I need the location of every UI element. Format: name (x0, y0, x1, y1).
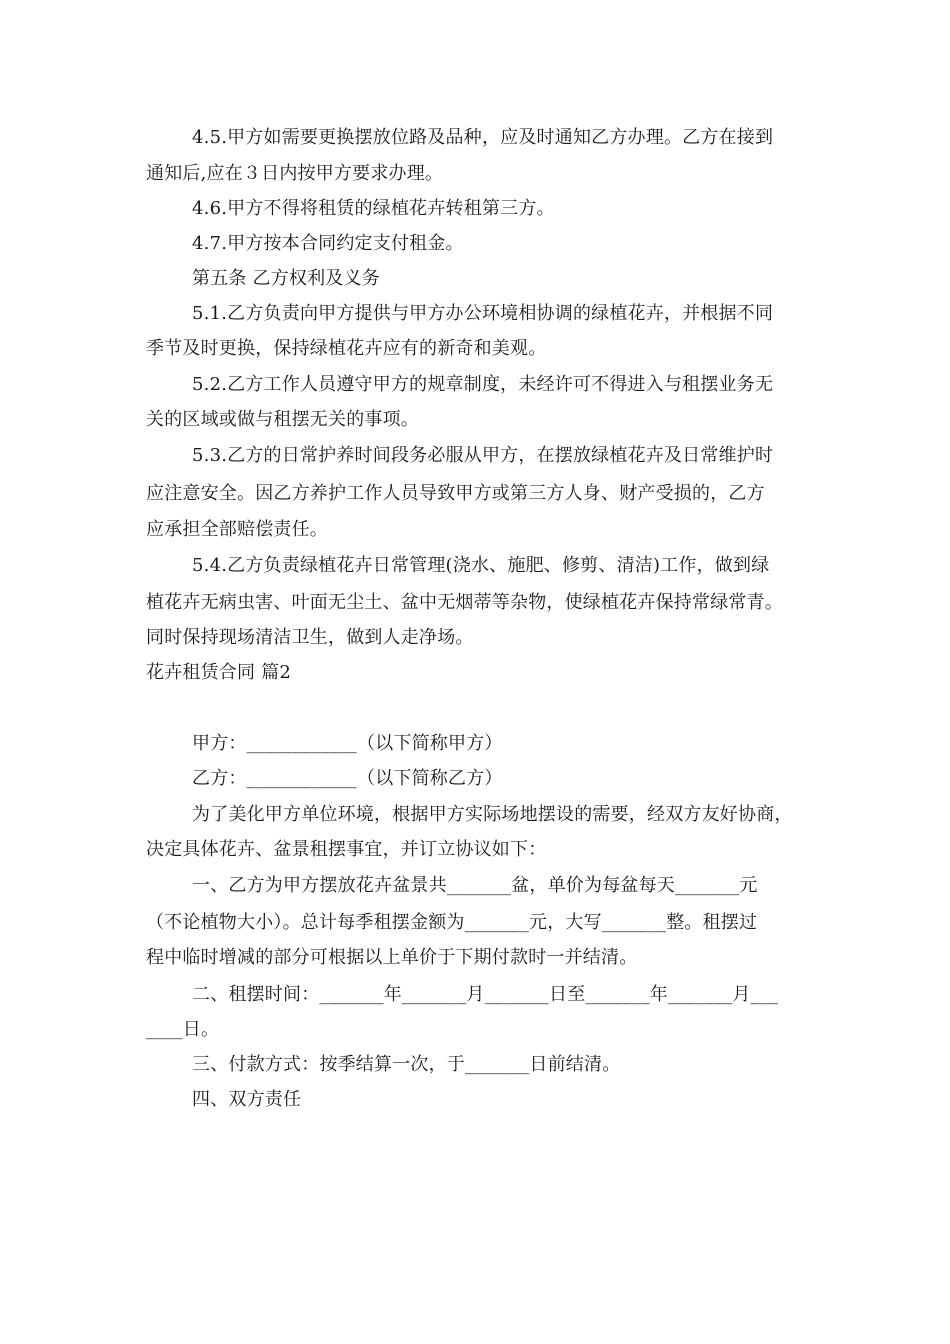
party-b-line: 乙方：____________（以下简称乙方） (192, 768, 503, 789)
paragraph-line: 三、付款方式：按季结算一次，于_______日前结清。 (192, 1054, 621, 1075)
paragraph-line: 通知后,应在３日内按甲方要求办理。 (146, 163, 444, 184)
section-heading: 第五条 乙方权利及义务 (192, 268, 380, 289)
paragraph-line: 决定具体花卉、盆景租摆事宜，并订立协议如下： (146, 839, 547, 860)
paragraph-line: 应注意安全。因乙方养护工作人员导致甲方或第三方人身、财产受损的，乙方 (146, 483, 765, 504)
paragraph-line: 植花卉无病虫害、叶面无尘土、盆中无烟蒂等杂物，使绿植花卉保持常绿常青。 (146, 592, 783, 613)
paragraph-line: 5.3.乙方的日常护养时间段务必服从甲方，在摆放绿植花卉及日常维护时 (192, 445, 774, 466)
paragraph-line: 关的区域或做与租摆无关的事项。 (146, 409, 419, 430)
paragraph-line: 5.4.乙方负责绿植花卉日常管理(浇水、施肥、修剪、清洁)工作，做到绿 (192, 555, 770, 576)
document-title: 花卉租赁合同 篇2 (146, 662, 291, 683)
paragraph-line: 程中临时增减的部分可根据以上单价于下期付款时一并结清。 (146, 947, 638, 968)
paragraph-line: （不论植物大小）。总计每季租摆金额为_______元，大写_______整。租摆过 (146, 912, 758, 933)
paragraph-line: 一、乙方为甲方摆放花卉盆景共_______盆，单价为每盆每天_______元 (192, 875, 758, 896)
paragraph-line: 同时保持现场清洁卫生，做到人走净场。 (146, 627, 474, 648)
paragraph-line: 为了美化甲方单位环境，根据甲方实际场地摆设的需要，经双方友好协商， (192, 804, 793, 825)
paragraph-line: 5.2.乙方工作人员遵守甲方的规章制度，未经许可不得进入与租摆业务无 (192, 374, 774, 395)
paragraph-line: 二、租摆时间：_______年_______月_______日至_______年_______月___ (192, 984, 779, 1005)
paragraph-line: ____日。 (146, 1019, 220, 1040)
paragraph-line: 5.1.乙方负责向甲方提供与甲方办公环境相协调的绿植花卉，并根据不同 (192, 303, 774, 324)
paragraph-line: 4.5.甲方如需要更换摆放位路及品种，应及时通知乙方办理。乙方在接到 (192, 127, 774, 148)
paragraph-line: 4.7.甲方按本合同约定支付租金。 (192, 233, 464, 254)
paragraph-line: 4.6.甲方不得将租赁的绿植花卉转租第三方。 (192, 198, 555, 219)
party-a-line: 甲方：____________（以下简称甲方） (192, 733, 503, 754)
section-heading: 四、双方责任 (192, 1089, 302, 1110)
paragraph-line: 应承担全部赔偿责任。 (146, 519, 328, 540)
paragraph-line: 季节及时更换，保持绿植花卉应有的新奇和美观。 (146, 338, 547, 359)
